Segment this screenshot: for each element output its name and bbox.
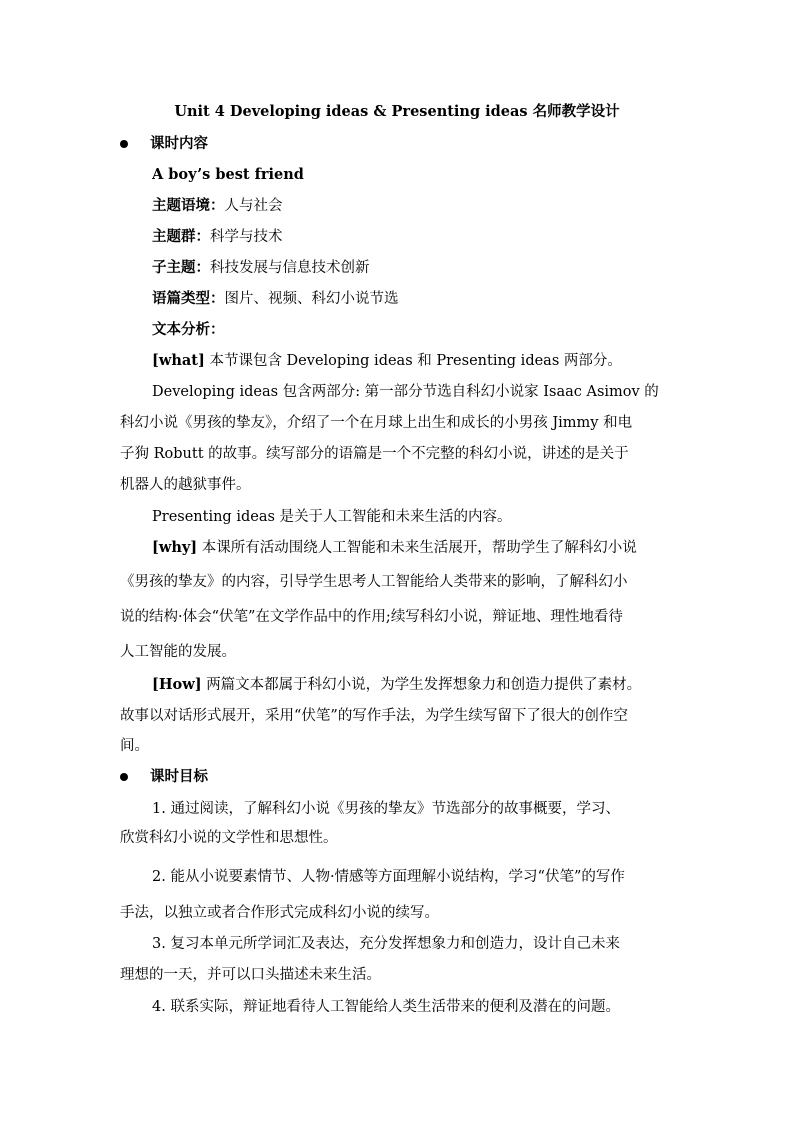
field-theme-group [152, 227, 692, 247]
why-paragraph [152, 538, 692, 558]
lesson-subtitle: A boy’s best friend [152, 166, 304, 183]
goal-item: 2. 能从小说要素情节、人物·情感等方面理解小说结构，学习“伏笔”的写作 [152, 869, 625, 885]
goal-item-continued: 理想的一天，并可以口头描述未来生活。 [120, 967, 381, 983]
field-label: 语篇类型： [152, 290, 225, 307]
what-paragraph [152, 351, 692, 371]
document-title: Unit 4 Developing ideas & Presenting ideas 名师教学设计 [174, 103, 620, 120]
field-text-analysis [152, 320, 692, 340]
how-paragraph [152, 675, 692, 695]
section-heading-text: 课时目标 [150, 768, 208, 785]
what-tag: [what] [152, 352, 205, 369]
developing-line: 科幻小说《男孩的挚友》，介绍了一个在月球上出生和成长的小男孩 Jimmy 和电 [120, 415, 633, 431]
how-line: 故事以对话形式展开，采用“伏笔”的写作手法，为学生续写留下了很大的创作空 [120, 708, 628, 724]
why-text: 本课所有活动围绕人工智能和未来生活展开，帮助学生了解科幻小说 [201, 540, 637, 556]
why-line: 人工智能的发展。 [120, 644, 236, 660]
presenting-line: Presenting ideas 是关于人工智能和未来生活的内容。 [152, 509, 512, 525]
section-heading-text: 课时内容 [150, 135, 208, 152]
field-value: 人与社会 [224, 198, 283, 214]
goal-item: 4. 联系实际，辩证地看待人工智能给人类生活带来的便利及潜在的问题。 [152, 999, 620, 1015]
field-label: 主题群： [152, 228, 210, 245]
goal-item: 1. 通过阅读，了解科幻小说《男孩的挚友》节选部分的故事概要，学习、 [152, 801, 620, 817]
field-text-type [152, 289, 692, 309]
field-label: 子主题： [152, 259, 210, 276]
field-value: 科技发展与信息技术创新 [210, 260, 370, 276]
field-value: 科学与技术 [210, 229, 283, 245]
how-line: 间。 [120, 738, 149, 754]
field-value: 图片、视频、科幻小说节选 [224, 291, 399, 307]
why-tag: [why] [152, 539, 198, 556]
what-text: 本节课包含 Developing ideas 和 Presenting ideas 两部分。 [209, 353, 622, 369]
field-label: 文本分析： [152, 321, 225, 338]
goal-item-continued: 欣赏科幻小说的文学性和思想性。 [120, 830, 338, 846]
why-line: 《男孩的挚友》的内容，引导学生思考人工智能给人类带来的影响，了解科幻小 [120, 574, 628, 590]
field-theme-context [152, 196, 692, 216]
bullet-icon [120, 773, 128, 781]
goal-item: 3. 复习本单元所学词汇及表达，充分发挥想象力和创造力，设计自己未来 [152, 936, 620, 952]
why-line: 说的结构·体会“伏笔”在文学作品中的作用;续写科幻小说，辩证地、理性地看待 [120, 609, 623, 625]
bullet-icon [120, 140, 128, 148]
field-sub-theme [152, 258, 692, 278]
developing-line: 子狗 Robutt 的故事。续写部分的语篇是一个不完整的科幻小说，讲述的是关于 [120, 446, 629, 462]
how-tag: [How] [152, 676, 202, 693]
developing-line: 机器人的越狱事件。 [120, 477, 251, 493]
developing-line: Developing ideas 包含两部分: 第一部分节选自科幻小说家 Isaac Asimov 的 [152, 384, 659, 400]
how-text: 两篇文本都属于科幻小说，为学生发挥想象力和创造力提供了素材。 [206, 677, 642, 693]
goal-item-continued: 手法，以独立或者合作形式完成科幻小说的续写。 [120, 905, 439, 921]
field-label: 主题语境： [152, 197, 225, 214]
